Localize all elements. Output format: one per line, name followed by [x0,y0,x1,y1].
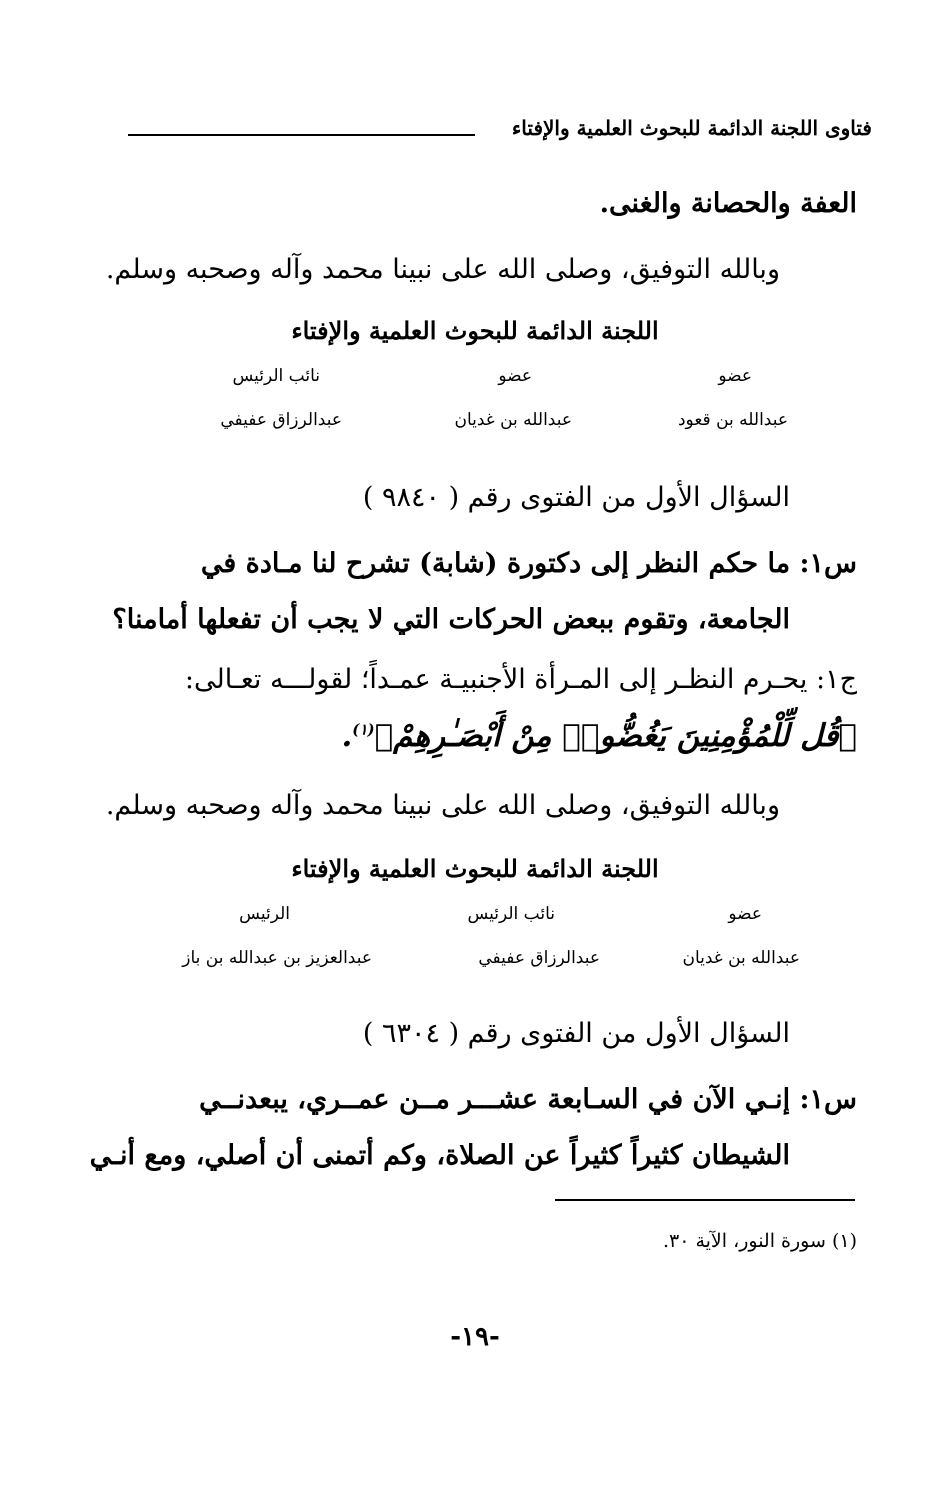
signature-role: عضو [718,366,752,386]
header-rule [128,134,475,136]
answer-1-line-a: ج١: يحـرم النظـر إلى المـرأة الأجنبيـة عمـداً؛ لقولـــه تعـالى: [184,664,857,695]
signature-role: عضو [728,904,762,924]
committee-title-1: اللجنة الدائمة للبحوث العلمية والإفتاء [291,316,659,345]
question-1-line-a: س١: ما حكم النظر إلى دكتورة (شابة) تشرح لنا مـادة في [200,548,857,579]
question-2-line-b: الشيطان كثيراً كثيراً عن الصلاة، وكم أتمنى أن أصلي، ومع أنـي [89,1140,790,1171]
question-2-line-a: س١: إنـي الآن في السـابعة عشـــر مــن عمــري، يبعدنــي [199,1084,857,1115]
signature-name: عبدالرزاق عفيفي [220,410,342,430]
signature-roles-row-2 [150,904,800,934]
signature-role: نائب الرئيس [467,904,555,924]
footnote-text: (١) سورة النور، الآية ٣٠. [662,1230,857,1252]
signature-name: عبدالله بن غديان [454,410,572,430]
signature-names-row-2 [150,948,800,978]
running-header-title: فتاوى اللجنة الدائمة للبحوث العلمية والإفتاء [511,116,872,140]
quran-verse [342,718,858,754]
signature-role: الرئيس [239,904,290,924]
quran-verse-text: ﴿قُل لِّلْمُؤْمِنِينَ يَغُضُّوا۟ مِنْ أَبْصَـٰرِهِمْ﴾ [374,718,857,754]
signature-name: عبدالعزيز بن عبدالله بن باز [182,948,372,968]
text-line-1: العفة والحصانة والغنى. [599,188,857,219]
question-1-line-b: الجامعة، وتقوم ببعض الحركات التي لا يجب أن تفعلها أمامنا؟ [112,604,790,635]
closing-line-1: وبالله التوفيق، وصلى الله على نبينا محمد وآله وصحبه وسلم. [105,790,780,821]
signature-roles-row-1 [150,366,800,396]
page-number: -١٩- [450,1322,500,1352]
signature-role: عضو [498,366,532,386]
signature-name: عبدالله بن قعود [677,410,788,430]
signature-name: عبدالله بن غديان [682,948,800,968]
footnote-rule [555,1199,855,1201]
signature-name: عبدالرزاق عفيفي [478,948,600,968]
committee-title-2: اللجنة الدائمة للبحوث العلمية والإفتاء [291,854,659,883]
quran-verse-end: . [341,718,353,754]
text-line-2: وبالله التوفيق، وصلى الله على نبينا محمد وآله وصحبه وسلم. [105,254,780,285]
fatwa-title-1: السؤال الأول من الفتوى رقم ( ٩٨٤٠ ) [362,482,790,513]
signature-names-row-1 [150,410,800,440]
footnote-reference: (١) [352,720,375,739]
signature-role: نائب الرئيس [232,366,320,386]
fatwa-title-2: السؤال الأول من الفتوى رقم ( ٦٣٠٤ ) [362,1018,790,1049]
